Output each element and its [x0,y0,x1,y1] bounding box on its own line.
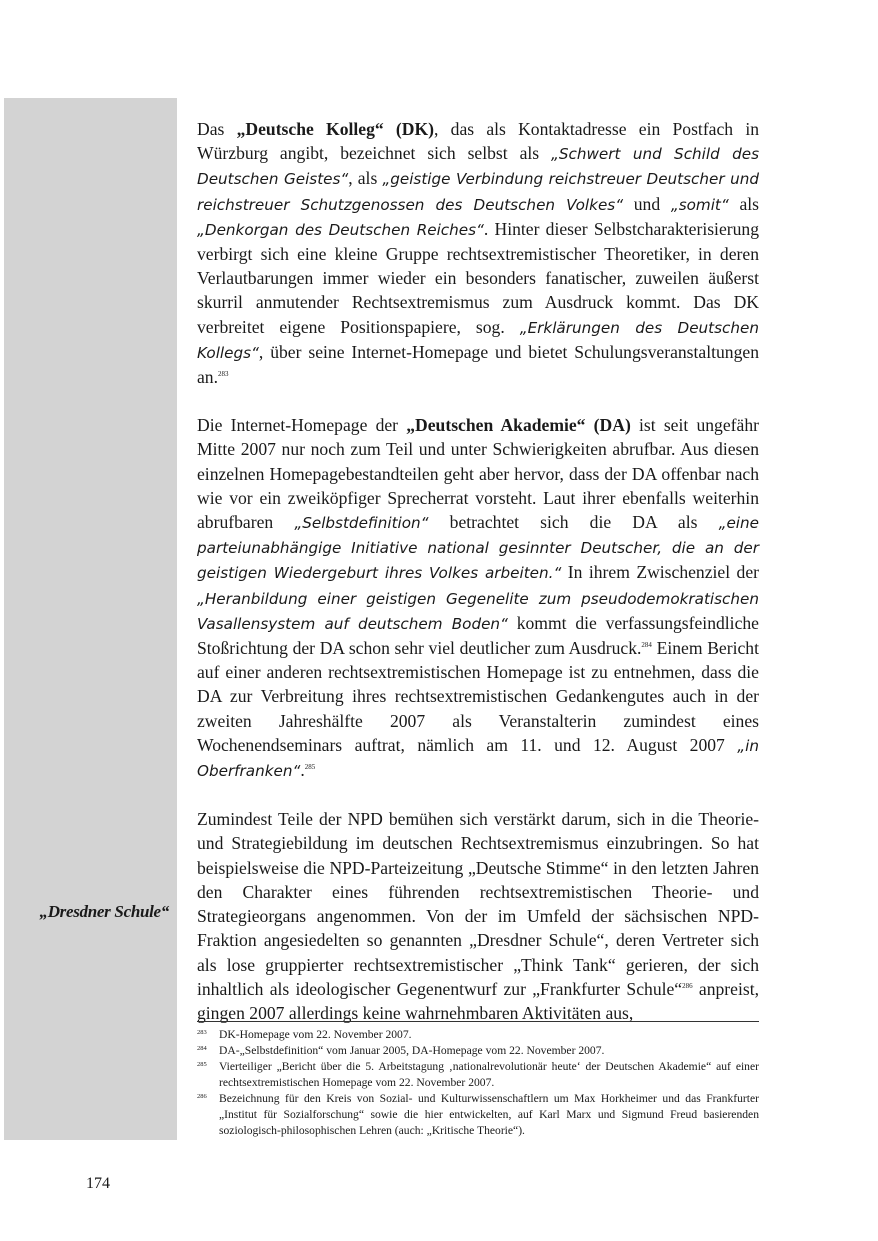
paragraph-npd: Zumindest Teile der NPD bemühen sich verstärkt darum, sich in die Theorie- und Strategiebildung im deutschen Rechtsextremismus einzubringen. So hat beispielsweise die NPD-Parteizeitung „Deutsche Stimme“ in den letzten Jahren den Charakter eines führenden rechtsextremistischen Theorie- und Strategieorgans angenommen. Von der im Umfeld der sächsischen NPD-Fraktion angesiedelten so genannten „Dresdner Schule“, deren Vertreter sich als lose gruppierter rechtsextremistischer „Think Tank“ gerieren, der sich inhaltlich als ideologischer Gegenentwurf zur „Frankfurter Schule“$^{286}$ anpreist, gingen 2007 allerdings keine wahrnehmbaren Aktivitäten aus, [197,809,759,1023]
footnote-ref[interactable]: 283 [218,370,229,379]
footnote-text: Bezeichnung für den Kreis von Sozial- und Kulturwissenschaftlern um Max Horkheimer und das Frankfurter „Institut für Sozialforschung“ sowie die hier entwickelten, auf Karl Marx und Sigmund Freud basierenden soziologisch-philosophischen Lehren (auch: „Kritische Theorie“). [219,1092,759,1137]
quote: „Schwert und Schild des Deutschen Geistes“ [197,145,759,189]
quote: „in Oberfranken“ [197,736,759,781]
term-deutsche-akademie: „Deutschen Akademie“ (DA) [406,415,631,436]
margin-sidebar [4,98,177,1140]
footnote [197,1027,759,1043]
footnote-ref[interactable]: 284 [641,641,652,650]
footnote [197,1091,759,1139]
term-deutsche-kolleg: „Deutsche Kolleg“ (DK) [236,119,435,139]
paragraph-deutsche-akademie: Die Internet-Homepage der „Deutschen Akademie“ (DA) ist seit ungefähr Mitte 2007 nur noch zum Teil und unter Schwierigkeiten abrufbar. Aus diesen einzelnen Homepagebestandteilen geht aber hervor, dass der DA offenbar nach wie vor ein zweiköpfiger Sprecherrat vorsteht. Laut ihrer ebenfalls weiterhin abrufbaren „Selbstdefinition“ betrachtet sich die DA als „eine parteiunabhängige Initiative national gesinnter Deutscher, die an der geistigen Wiedergeburt ihres Volkes arbeiten.“ In ihrem Zwischenziel der „Heranbildung einer geistigen Gegenelite zum pseudodemokratischen Vasallensystem auf deutschem Boden“ kommt die verfassungsfeindliche Stoßrichtung der DA schon sehr viel deutlicher zum Ausdruck.$^{284}$ Einem Bericht auf einer anderen rechtsextremistischen Homepage ist zu entnehmen, dass die DA zur Verbreitung ihres rechtsextremistischen Gedankengutes auch in der zweiten Jahreshälfte 2007 als Veranstalterin zumindest eines Wochenendseminars auftrat, nämlich am 11. und 12. August 2007 „in Oberfranken“.$^{285}$ [197,415,759,781]
footnote-ref[interactable]: 286 [682,981,693,990]
footnote-number: 283 [197,1029,207,1036]
paragraph-deutsches-kolleg: Das „Deutsche Kolleg“ (DK), das als Kontaktadresse ein Postfach in Würzburg angibt, bezeichnet sich selbst als „Schwert und Schild des Deutschen Geistes“, als „geistige Verbindung reichstreuer Deutscher und reichstreuer Schutzgenossen des Deutschen Volkes“ und „somit“ als „Denkorgan des Deutschen Reiches“. Hinter dieser Selbstcharakterisierung verbirgt sich eine kleine Gruppe rechtsextremistischer Theoretiker, in deren Verlautbarungen immer wieder ein besonders fanatischer, zuweilen äußerst skurril anmutender Rechtsextremismus zum Ausdruck kommt. Das DK verbreitet eigene Positionspapiere, sog. „Erklärungen des Deutschen Kollegs“, über seine Internet-Homepage und bietet Schulungsveranstaltungen an.$^{283}$ [197,119,760,388]
footnote-number: 286 [197,1093,207,1100]
quote: „somit“ [670,195,729,214]
footnote-text: Vierteiliger „Bericht über die 5. Arbeitstagung ‚nationalrevolutionär heute‘ der Deutschen Akademie“ auf einer rechtsextremistischen Homepage vom 22. November 2007. [219,1060,759,1089]
footnote [197,1043,759,1059]
footnote-divider [197,1021,759,1022]
quote: „Selbstdefinition“ [294,514,429,533]
quote: „geistige Verbindung reichstreuer Deutscher und reichstreuer Schutzgenossen des Deutschen Volkes“ [197,170,759,214]
footnote [197,1059,759,1091]
page-number: 174 [86,1175,110,1192]
footnote-text: DA-„Selbstdefinition“ vom Januar 2005, DA-Homepage vom 22. November 2007. [219,1044,605,1057]
footnote-ref[interactable]: 285 [304,763,316,772]
margin-note-dresdner-schule: „Dresdner Schule“ [39,902,169,921]
main-text [197,117,759,1049]
quote: „eine parteiunabhängige Initiative national gesinnter Deutscher, die an der geistigen Wiedergeburt ihres Volkes arbeiten.“ [197,514,759,583]
quote: „Heranbildung einer geistigen Gegenelite zum pseudodemokratischen Vasallensystem auf deutschem Boden“ [197,589,759,633]
footnote-text: DK-Homepage vom 22. November 2007. [219,1028,412,1041]
footnotes [197,1027,759,1139]
footnote-number: 284 [197,1045,207,1052]
quote: „Denkorgan des Deutschen Reiches“ [197,220,484,239]
footnote-number: 285 [197,1061,207,1068]
quote: „Erklärungen des Deutschen Kollegs“ [197,318,759,362]
